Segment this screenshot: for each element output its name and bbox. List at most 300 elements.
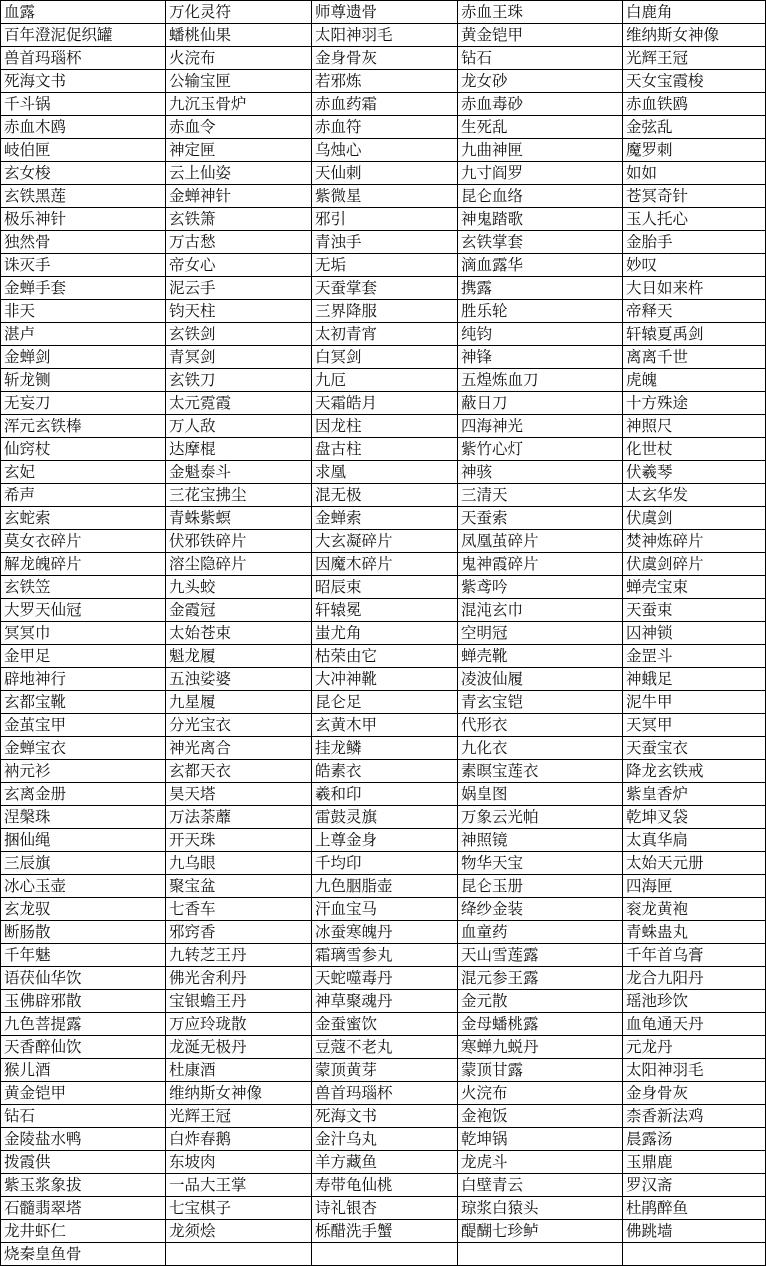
table-cell[interactable]: 冰蚕寒魄丹 (312, 921, 458, 944)
table-cell[interactable]: 凌波仙履 (458, 668, 623, 691)
table-cell[interactable]: 枯荣由它 (312, 645, 458, 668)
table-cell[interactable]: 九曲神匣 (458, 139, 623, 162)
table-row (1, 1174, 766, 1197)
table-cell[interactable]: 伏虞剑碎片 (623, 553, 766, 576)
table-cell[interactable]: 青玄宝铠 (458, 691, 623, 714)
table-cell[interactable]: 蒙顶黄芽 (312, 1059, 458, 1082)
table-cell[interactable]: 黄金铠甲 (458, 24, 623, 47)
table-cell[interactable]: 莫女衣碎片 (1, 530, 166, 553)
table-cell[interactable]: 金胎手 (623, 231, 766, 254)
table-cell[interactable]: 太元霓霞 (166, 392, 312, 415)
table-cell[interactable]: 伏虞剑 (623, 507, 766, 530)
table-cell[interactable]: 绛纱金装 (458, 898, 623, 921)
table-cell[interactable]: 素暝宝莲衣 (458, 760, 623, 783)
table-cell[interactable] (458, 1243, 623, 1266)
table-cell[interactable]: 诛灭手 (1, 254, 166, 277)
table-cell[interactable]: 玄都天衣 (166, 760, 312, 783)
table-cell[interactable]: 宝银蟾王丹 (166, 990, 312, 1013)
table-cell[interactable]: 邪窍香 (166, 921, 312, 944)
table-cell[interactable]: 玄黄木甲 (312, 714, 458, 737)
table-cell[interactable]: 空明冠 (458, 622, 623, 645)
table-cell[interactable]: 非天 (1, 300, 166, 323)
table-cell[interactable]: 神照尺 (623, 415, 766, 438)
table-cell[interactable]: 赤血铁鸥 (623, 93, 766, 116)
table-cell[interactable]: 焚神炼碎片 (623, 530, 766, 553)
table-cell[interactable]: 金茧宝甲 (1, 714, 166, 737)
table-cell[interactable]: 天香醉仙饮 (1, 1036, 166, 1059)
table-cell[interactable]: 蒙顶甘露 (458, 1059, 623, 1082)
table-row (1, 208, 766, 231)
table-cell[interactable]: 挂龙鳞 (312, 737, 458, 760)
table-cell[interactable]: 云上仙姿 (166, 162, 312, 185)
table-row (1, 1105, 766, 1128)
table-row (1, 829, 766, 852)
table-cell[interactable]: 万象云光帕 (458, 806, 623, 829)
table-cell[interactable]: 白壁青云 (458, 1174, 623, 1197)
table-cell[interactable]: 死海文书 (1, 70, 166, 93)
table-cell[interactable]: 湛卢 (1, 323, 166, 346)
table-cell[interactable]: 万人敌 (166, 415, 312, 438)
table-cell[interactable]: 蚩尤角 (312, 622, 458, 645)
table-row (1, 806, 766, 829)
table-cell[interactable]: 囚神锁 (623, 622, 766, 645)
table-cell[interactable]: 天蚕掌套 (312, 277, 458, 300)
table-cell[interactable]: 九星履 (166, 691, 312, 714)
table-cell[interactable]: 衮龙黄袍 (623, 898, 766, 921)
table-cell[interactable] (312, 1243, 458, 1266)
table-cell[interactable]: 玄铁黑莲 (1, 185, 166, 208)
table-cell[interactable]: 豆蔻不老丸 (312, 1036, 458, 1059)
table-cell[interactable]: 金身骨灰 (312, 47, 458, 70)
table-cell[interactable]: 紫竹心灯 (458, 438, 623, 461)
table-cell[interactable]: 龙女砂 (458, 70, 623, 93)
table-cell[interactable]: 师尊遗骨 (312, 1, 458, 24)
table-cell[interactable]: 天霜皓月 (312, 392, 458, 415)
table-row (1, 599, 766, 622)
table-cell[interactable]: 光辉王冠 (623, 47, 766, 70)
table-cell[interactable]: 金霞冠 (166, 599, 312, 622)
table-cell[interactable]: 天蚕宝衣 (623, 737, 766, 760)
table-cell[interactable]: 天女宝霞梭 (623, 70, 766, 93)
table-cell[interactable]: 大冲神靴 (312, 668, 458, 691)
table-cell[interactable]: 火浣布 (458, 1082, 623, 1105)
table-cell[interactable]: 生死乱 (458, 116, 623, 139)
table-cell[interactable]: 魔罗刺 (623, 139, 766, 162)
table-cell[interactable]: 玄铁剑 (166, 323, 312, 346)
table-cell[interactable]: 一品大王掌 (166, 1174, 312, 1197)
table-row (1, 691, 766, 714)
table-cell[interactable]: 乾坤叉袋 (623, 806, 766, 829)
table-cell[interactable]: 九转芝王丹 (166, 944, 312, 967)
table-cell[interactable]: 天山雪莲露 (458, 944, 623, 967)
table-cell[interactable]: 青蛛紫螟 (166, 507, 312, 530)
table-row (1, 1243, 766, 1266)
table-cell[interactable]: 维纳斯女神像 (166, 1082, 312, 1105)
table-cell[interactable]: 紫玉浆象拔 (1, 1174, 166, 1197)
table-cell[interactable]: 罗汉斋 (623, 1174, 766, 1197)
table-cell[interactable]: 溶尘隐碎片 (166, 553, 312, 576)
table-cell[interactable]: 龙井虾仁 (1, 1220, 166, 1243)
table-row (1, 346, 766, 369)
table-cell[interactable]: 纯钧 (458, 323, 623, 346)
table-cell[interactable]: 昭辰束 (312, 576, 458, 599)
table-cell[interactable]: 神骇 (458, 461, 623, 484)
table-cell[interactable]: 赤血令 (166, 116, 312, 139)
table-cell[interactable]: 三辰旗 (1, 852, 166, 875)
table-cell[interactable]: 代形衣 (458, 714, 623, 737)
table-cell[interactable]: 物华天宝 (458, 852, 623, 875)
table-cell[interactable]: 血露 (1, 1, 166, 24)
table-cell[interactable]: 求凰 (312, 461, 458, 484)
table-cell[interactable]: 天冥甲 (623, 714, 766, 737)
table-cell[interactable]: 玄龙驭 (1, 898, 166, 921)
table-cell[interactable]: 太玄华发 (623, 484, 766, 507)
table-cell[interactable]: 九色胭脂壶 (312, 875, 458, 898)
table-cell[interactable]: 因龙柱 (312, 415, 458, 438)
table-cell[interactable]: 猴儿酒 (1, 1059, 166, 1082)
table-row (1, 967, 766, 990)
table-cell[interactable]: 离离千世 (623, 346, 766, 369)
table-row (1, 254, 766, 277)
table-cell[interactable]: 紫鸢吟 (458, 576, 623, 599)
table-row (1, 392, 766, 415)
table-row (1, 24, 766, 47)
table-row (1, 576, 766, 599)
table-cell[interactable]: 金蝉宝衣 (1, 737, 166, 760)
table-cell[interactable]: 帝女心 (166, 254, 312, 277)
table-cell[interactable]: 龙须烩 (166, 1220, 312, 1243)
table-row (1, 622, 766, 645)
table-cell[interactable]: 寒蝉九蜕丹 (458, 1036, 623, 1059)
table-cell[interactable]: 血龟通天丹 (623, 1013, 766, 1036)
table-cell[interactable]: 因魔木碎片 (312, 553, 458, 576)
table-cell[interactable]: 斩龙铡 (1, 369, 166, 392)
table-cell[interactable]: 乾坤锅 (458, 1128, 623, 1151)
table-cell[interactable]: 金身骨灰 (623, 1082, 766, 1105)
table-cell[interactable]: 白冥剑 (312, 346, 458, 369)
table-cell[interactable]: 大罗天仙冠 (1, 599, 166, 622)
table-cell[interactable]: 辟地神行 (1, 668, 166, 691)
table-cell[interactable]: 语茯仙华饮 (1, 967, 166, 990)
table-cell[interactable]: 紫皇香炉 (623, 783, 766, 806)
table-cell[interactable]: 衲元衫 (1, 760, 166, 783)
table-cell[interactable]: 金蝉索 (312, 507, 458, 530)
table-cell[interactable]: 混元参王露 (458, 967, 623, 990)
table-cell[interactable]: 白炸春鹅 (166, 1128, 312, 1151)
table-cell[interactable]: 涅槃珠 (1, 806, 166, 829)
table-cell[interactable]: 玉鼎鹿 (623, 1151, 766, 1174)
table-cell[interactable]: 金母蟠桃露 (458, 1013, 623, 1036)
table-cell[interactable]: 希声 (1, 484, 166, 507)
table-cell[interactable]: 苍冥奇针 (623, 185, 766, 208)
table-cell[interactable]: 轩辕夏禹剑 (623, 323, 766, 346)
table-cell[interactable]: 玉人托心 (623, 208, 766, 231)
table-cell[interactable]: 无妄刀 (1, 392, 166, 415)
table-cell[interactable]: 凤凰茧碎片 (458, 530, 623, 553)
table-cell[interactable]: 玉佛辟邪散 (1, 990, 166, 1013)
table-cell[interactable]: 公输宝匣 (166, 70, 312, 93)
table-cell[interactable]: 虎魄 (623, 369, 766, 392)
table-cell[interactable]: 天蚕束 (623, 599, 766, 622)
table-cell[interactable]: 神光离合 (166, 737, 312, 760)
table-cell[interactable]: 万应玲珑散 (166, 1013, 312, 1036)
table-row (1, 1, 766, 24)
table-cell[interactable]: 混无极 (312, 484, 458, 507)
table-cell[interactable]: 金蝉手套 (1, 277, 166, 300)
table-cell[interactable]: 胜乐轮 (458, 300, 623, 323)
table-cell[interactable]: 龙涎无极丹 (166, 1036, 312, 1059)
table-cell[interactable] (166, 1243, 312, 1266)
table-cell[interactable]: 妙叹 (623, 254, 766, 277)
table-cell[interactable]: 魁龙履 (166, 645, 312, 668)
table-cell[interactable]: 帝释天 (623, 300, 766, 323)
table-cell[interactable]: 青冥剑 (166, 346, 312, 369)
table-cell[interactable]: 泥云手 (166, 277, 312, 300)
table-cell[interactable]: 冥冥巾 (1, 622, 166, 645)
table-cell[interactable]: 白鹿角 (623, 1, 766, 24)
table-cell[interactable]: 赤血药霜 (312, 93, 458, 116)
table-cell[interactable]: 柰香新法鸡 (623, 1105, 766, 1128)
table-cell[interactable]: 千年首乌膏 (623, 944, 766, 967)
table-cell[interactable]: 烧秦皇鱼骨 (1, 1243, 166, 1266)
table-cell[interactable]: 四海匣 (623, 875, 766, 898)
table-cell[interactable]: 霜璃雪参丸 (312, 944, 458, 967)
table-cell[interactable]: 瑶池珍饮 (623, 990, 766, 1013)
table-cell[interactable]: 聚宝盆 (166, 875, 312, 898)
table-cell[interactable]: 千均印 (312, 852, 458, 875)
table-cell[interactable]: 万古愁 (166, 231, 312, 254)
table-cell[interactable]: 紫微星 (312, 185, 458, 208)
table-cell[interactable]: 醍醐七珍鲈 (458, 1220, 623, 1243)
table-cell[interactable]: 杜康酒 (166, 1059, 312, 1082)
table-cell[interactable]: 九乌眼 (166, 852, 312, 875)
table-cell[interactable]: 三花宝拂尘 (166, 484, 312, 507)
table-cell[interactable]: 杜鹃醉鱼 (623, 1197, 766, 1220)
table-cell[interactable] (623, 1243, 766, 1266)
table-cell[interactable]: 携露 (458, 277, 623, 300)
table-cell[interactable]: 天仙刺 (312, 162, 458, 185)
table-cell[interactable]: 维纳斯女神像 (623, 24, 766, 47)
table-cell[interactable]: 化世杖 (623, 438, 766, 461)
table-cell[interactable]: 九头蛟 (166, 576, 312, 599)
table-cell[interactable]: 独然骨 (1, 231, 166, 254)
table-cell[interactable]: 天蛇噬毒丹 (312, 967, 458, 990)
table-cell[interactable]: 七宝棋子 (166, 1197, 312, 1220)
table-cell[interactable]: 伏羲琴 (623, 461, 766, 484)
table-cell[interactable]: 神照镜 (458, 829, 623, 852)
table-cell[interactable]: 赤血符 (312, 116, 458, 139)
table-cell[interactable]: 极乐神针 (1, 208, 166, 231)
table-cell[interactable]: 玄女梭 (1, 162, 166, 185)
table-row (1, 875, 766, 898)
table-cell[interactable]: 佛跳墙 (623, 1220, 766, 1243)
table-cell[interactable]: 火浣布 (166, 47, 312, 70)
table-cell[interactable]: 昆仑玉册 (458, 875, 623, 898)
table-cell[interactable]: 金蝉剑 (1, 346, 166, 369)
table-cell[interactable]: 赤血木鸥 (1, 116, 166, 139)
table-cell[interactable]: 金罡斗 (623, 645, 766, 668)
table-cell[interactable]: 四海神光 (458, 415, 623, 438)
table-cell[interactable]: 石髓翡翠塔 (1, 1197, 166, 1220)
table-cell[interactable]: 九化衣 (458, 737, 623, 760)
table-cell[interactable]: 达摩棍 (166, 438, 312, 461)
table-cell[interactable]: 羲和印 (312, 783, 458, 806)
table-cell[interactable]: 青浊手 (312, 231, 458, 254)
table-cell[interactable]: 金袍饭 (458, 1105, 623, 1128)
table-cell[interactable]: 神蛾足 (623, 668, 766, 691)
table-cell[interactable]: 太真华扃 (623, 829, 766, 852)
table-cell[interactable]: 太阳神羽毛 (312, 24, 458, 47)
table-cell[interactable]: 盘古柱 (312, 438, 458, 461)
table-cell[interactable]: 九厄 (312, 369, 458, 392)
table-cell[interactable]: 玄妃 (1, 461, 166, 484)
table-cell[interactable]: 赤血王珠 (458, 1, 623, 24)
table-cell[interactable]: 如如 (623, 162, 766, 185)
table-cell[interactable]: 万化灵符 (166, 1, 312, 24)
table-cell[interactable]: 无垢 (312, 254, 458, 277)
table-cell[interactable]: 五浊娑婆 (166, 668, 312, 691)
table-cell[interactable]: 大日如来杵 (623, 277, 766, 300)
table-cell[interactable]: 乌烛心 (312, 139, 458, 162)
table-cell[interactable]: 蝉壳宝束 (623, 576, 766, 599)
table-cell[interactable]: 滴血露华 (458, 254, 623, 277)
table-cell[interactable]: 玄铁刀 (166, 369, 312, 392)
table-cell[interactable]: 大玄凝碎片 (312, 530, 458, 553)
table-row (1, 668, 766, 691)
table-cell[interactable]: 金汁乌丸 (312, 1128, 458, 1151)
table-cell[interactable]: 玄铁笠 (1, 576, 166, 599)
table-cell[interactable]: 神鬼踏歌 (458, 208, 623, 231)
table-cell[interactable]: 钻石 (458, 47, 623, 70)
table-cell[interactable]: 青蛛蛊丸 (623, 921, 766, 944)
table-cell[interactable]: 元龙丹 (623, 1036, 766, 1059)
table-cell[interactable]: 蔽日刀 (458, 392, 623, 415)
table-cell[interactable]: 三界降服 (312, 300, 458, 323)
table-cell[interactable]: 寿带龟仙桃 (312, 1174, 458, 1197)
table-cell[interactable]: 金弦乱 (623, 116, 766, 139)
table-cell[interactable]: 佛光舍利丹 (166, 967, 312, 990)
table-cell[interactable]: 百年澄泥促织罐 (1, 24, 166, 47)
table-cell[interactable]: 汗血宝马 (312, 898, 458, 921)
table-cell[interactable]: 十方殊途 (623, 392, 766, 415)
table-cell[interactable]: 伏邪铁碎片 (166, 530, 312, 553)
table-cell[interactable]: 万法荼蘼 (166, 806, 312, 829)
table-cell[interactable]: 若邪炼 (312, 70, 458, 93)
table-cell[interactable]: 千年魅 (1, 944, 166, 967)
table-cell[interactable]: 金陵盐水鸭 (1, 1128, 166, 1151)
table-cell[interactable]: 琼浆白猿头 (458, 1197, 623, 1220)
table-cell[interactable]: 九沉玉骨炉 (166, 93, 312, 116)
table-cell[interactable]: 九色菩提露 (1, 1013, 166, 1036)
table-cell[interactable]: 邪引 (312, 208, 458, 231)
table-cell[interactable]: 太始苍束 (166, 622, 312, 645)
table-cell[interactable]: 蟠桃仙果 (166, 24, 312, 47)
table-cell[interactable]: 死海文书 (312, 1105, 458, 1128)
table-cell[interactable]: 兽首玛瑙杯 (1, 47, 166, 70)
table-cell[interactable]: 天蚕索 (458, 507, 623, 530)
table-cell[interactable]: 神草聚魂丹 (312, 990, 458, 1013)
table-cell[interactable]: 昊天塔 (166, 783, 312, 806)
table-cell[interactable]: 开天珠 (166, 829, 312, 852)
table-cell[interactable]: 太初青宵 (312, 323, 458, 346)
table-cell[interactable]: 神定匣 (166, 139, 312, 162)
table-cell[interactable]: 千斗锅 (1, 93, 166, 116)
table-cell[interactable]: 昆仑足 (312, 691, 458, 714)
table-cell[interactable]: 神锋 (458, 346, 623, 369)
table-cell[interactable]: 太阳神羽毛 (623, 1059, 766, 1082)
table-cell[interactable]: 金蚕蜜饮 (312, 1013, 458, 1036)
table-cell[interactable]: 钻石 (1, 1105, 166, 1128)
table-cell[interactable]: 冰心玉壶 (1, 875, 166, 898)
table-cell[interactable]: 七香车 (166, 898, 312, 921)
table-cell[interactable]: 诗礼银杏 (312, 1197, 458, 1220)
table-cell[interactable]: 泥牛甲 (623, 691, 766, 714)
table-cell[interactable]: 太始天元册 (623, 852, 766, 875)
table-cell[interactable]: 九寸阎罗 (458, 162, 623, 185)
table-cell[interactable]: 栎醋洗手蟹 (312, 1220, 458, 1243)
table-cell[interactable]: 金甲足 (1, 645, 166, 668)
table-cell[interactable]: 五煌炼血刀 (458, 369, 623, 392)
table-cell[interactable]: 捆仙绳 (1, 829, 166, 852)
table-cell[interactable]: 金蝉神针 (166, 185, 312, 208)
table-cell[interactable]: 金魁泰斗 (166, 461, 312, 484)
table-cell[interactable]: 羊方藏鱼 (312, 1151, 458, 1174)
table-cell[interactable]: 玄铁箫 (166, 208, 312, 231)
table-cell[interactable]: 昆仑血络 (458, 185, 623, 208)
table-cell[interactable]: 鬼神霞碎片 (458, 553, 623, 576)
table-cell[interactable]: 蝉壳靴 (458, 645, 623, 668)
table-cell[interactable]: 拨霞供 (1, 1151, 166, 1174)
table-row (1, 461, 766, 484)
table-row (1, 898, 766, 921)
table-cell[interactable]: 玄都宝靴 (1, 691, 166, 714)
table-cell[interactable]: 赤血毒砂 (458, 93, 623, 116)
table-row (1, 990, 766, 1013)
table-cell[interactable]: 解龙魄碎片 (1, 553, 166, 576)
table-row (1, 507, 766, 530)
table-cell[interactable]: 金元散 (458, 990, 623, 1013)
table-cell[interactable]: 仙窍杖 (1, 438, 166, 461)
table-cell[interactable]: 血童药 (458, 921, 623, 944)
table-row (1, 553, 766, 576)
table-cell[interactable]: 娲皇图 (458, 783, 623, 806)
table-cell[interactable]: 三清天 (458, 484, 623, 507)
table-cell[interactable]: 轩辕冕 (312, 599, 458, 622)
table-cell[interactable]: 光辉王冠 (166, 1105, 312, 1128)
table-row (1, 300, 766, 323)
table-cell[interactable]: 降龙玄铁戒 (623, 760, 766, 783)
table-cell[interactable]: 雷鼓灵旗 (312, 806, 458, 829)
table-cell[interactable]: 兽首玛瑙杯 (312, 1082, 458, 1105)
table-cell[interactable]: 玄铁掌套 (458, 231, 623, 254)
table-cell[interactable]: 龙合九阳丹 (623, 967, 766, 990)
table-cell[interactable]: 钧天柱 (166, 300, 312, 323)
table-row (1, 1151, 766, 1174)
table-cell[interactable]: 玄离金册 (1, 783, 166, 806)
table-cell[interactable]: 黄金铠甲 (1, 1082, 166, 1105)
table-cell[interactable]: 混沌玄巾 (458, 599, 623, 622)
table-cell[interactable]: 分光宝衣 (166, 714, 312, 737)
table-cell[interactable]: 断肠散 (1, 921, 166, 944)
table-cell[interactable]: 上尊金身 (312, 829, 458, 852)
table-cell[interactable]: 皓素衣 (312, 760, 458, 783)
table-cell[interactable]: 晨露汤 (623, 1128, 766, 1151)
table-cell[interactable]: 玄蛇索 (1, 507, 166, 530)
table-cell[interactable]: 东坡肉 (166, 1151, 312, 1174)
table-cell[interactable]: 岐伯匣 (1, 139, 166, 162)
table-cell[interactable]: 龙虎斗 (458, 1151, 623, 1174)
table-cell[interactable]: 浑元玄铁棒 (1, 415, 166, 438)
